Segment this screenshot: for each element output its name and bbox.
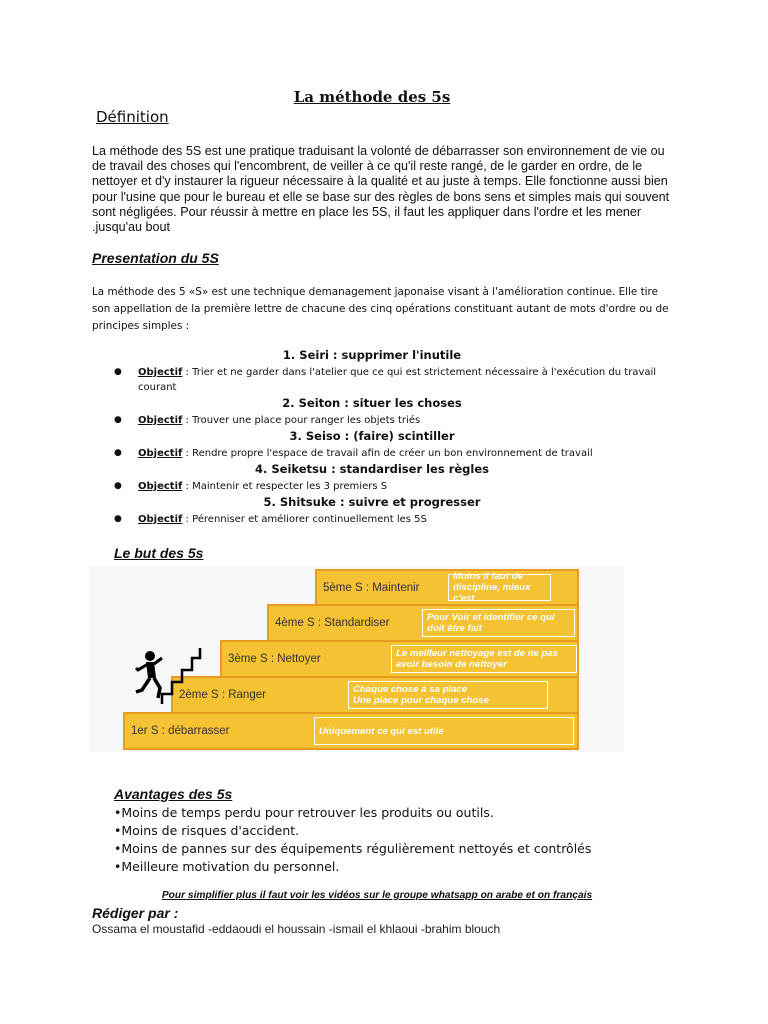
step-title-4: 4. Seiketsu : standardiser les règles (255, 462, 489, 476)
stair-label: 3ème S : Nettoyer (228, 653, 321, 665)
objective-label: Objectif (138, 415, 183, 426)
list-item: •Moins de pannes sur des équipements régulièrement nettoyés et contrôlés (114, 841, 592, 856)
stair-label: 1er S : débarrasser (131, 725, 230, 737)
definition-line: nettoyer et d'y instaurer la rigueur nécessaire à la qualité et au juste à temps. Elle fonctionne aussi bien (92, 174, 668, 189)
stair-note: Pour Voir et identifier ce qui doit être fait (422, 609, 575, 637)
authors-line: Ossama el moustafid -eddaoudi el houssain -ismail el khlaoui -brahim blouch (92, 922, 501, 936)
stair-step-2 (171, 676, 579, 714)
objective-text-cont: courant (138, 382, 177, 393)
definition-heading: Définition (96, 108, 169, 126)
goal-heading: Le but des 5s (114, 545, 204, 561)
step-objective-3 (114, 446, 674, 461)
definition-line: pour l'usine que pour le bureau et elle se base sur des règles de bons sens et simples mais qui souvent (92, 189, 670, 204)
bullet-icon: ● (114, 514, 122, 524)
objective-label: Objectif (138, 367, 183, 378)
objective-text: : Trouver une place pour ranger les objets triés (182, 415, 421, 426)
definition-line: La méthode des 5S est une pratique traduisant la volonté de débarrasser son environnement de vie ou (92, 144, 665, 158)
list-item: •Moins de temps perdu pour retrouver les produits ou outils. (114, 805, 494, 820)
running-man-stairs-icon (132, 646, 204, 708)
stair-label: 4ème S : Standardiser (275, 617, 390, 629)
definition-line: sont négligées. Pour réussir à mettre en place les 5S, il faut les appliquer dans l'ordre et les mener (92, 204, 642, 219)
staircase-diagram (90, 566, 624, 752)
stair-note: Le meilleur nettoyage est de ne pas avoir besoin de nettoyer (391, 645, 577, 673)
presentation-line: son appellation de la première lettre de chacune des cinq opérations constituant autant de mots d'ordre ou de (92, 303, 669, 315)
list-item: •Moins de risques d'accident. (114, 823, 300, 838)
stair-step-1 (123, 712, 579, 750)
stair-label: 5ème S : Maintenir (323, 581, 420, 594)
bullet-icon: ● (114, 448, 122, 458)
step-objective-2 (114, 413, 674, 428)
bullet-icon: ● (114, 481, 122, 491)
advantages-list (114, 804, 591, 876)
stair-note: Chaque chose à sa place Une place pour chaque chose (348, 681, 548, 709)
step-title-1: 1. Seiri : supprimer l'inutile (282, 348, 462, 362)
objective-label: Objectif (138, 514, 183, 525)
objective-label: Objectif (138, 481, 183, 492)
bullet-icon: ● (114, 367, 122, 377)
definition-line: .jusqu'au bout (92, 220, 171, 235)
list-item: •Meilleure motivation du personnel. (114, 859, 340, 874)
objective-text: : Trier et ne garder dans l'atelier que ce qui est strictement nécessaire à l'exécution du travail (182, 367, 657, 378)
step-objective-4 (114, 479, 674, 494)
step-objective-5 (114, 512, 674, 527)
bullet-icon: ● (114, 415, 122, 425)
advantages-heading: Avantages des 5s (114, 786, 233, 802)
objective-text: : Pérenniser et améliorer continuellement les 5S (182, 514, 427, 525)
footer-note: Pour simplifier plus il faut voir les vidéos sur le groupe whatsapp on arabe et on français (161, 890, 593, 901)
objective-label: Objectif (138, 448, 183, 459)
step-title-3: 3. Seiso : (faire) scintiller (289, 429, 455, 443)
page-title: La méthode des 5s (293, 88, 451, 106)
step-title-5: 5. Shitsuke : suivre et progresser (263, 495, 481, 509)
definition-line: de travail des choses qui l'encombrent, de veiller à ce qu'il reste rangé, de le garder en ordre, de le (92, 159, 643, 174)
objective-text: : Maintenir et respecter les 3 premiers S (182, 481, 388, 492)
stair-step-3 (220, 640, 579, 678)
definition-paragraph (92, 144, 682, 235)
objective-text: : Rendre propre l'espace de travail afin de créer un bon environnement de travail (182, 448, 593, 459)
step-objective-1 (114, 365, 674, 395)
presentation-line: La méthode des 5 «S» est une technique demanagement japonaise visant à l'amélioration continue. Elle tire (92, 286, 658, 298)
stair-step-4 (267, 604, 579, 642)
presentation-paragraph (92, 284, 682, 335)
stair-note: Uniquement ce qui est utile (314, 717, 574, 745)
presentation-line: principes simples : (92, 320, 190, 332)
stair-label: 2ème S : Ranger (179, 689, 266, 701)
step-title-2: 2. Seiton : situer les choses (282, 396, 462, 410)
author-heading: Rédiger par : (92, 905, 179, 921)
stair-note: Moins il faut de discipline, mieux c'est (448, 574, 551, 601)
stair-step-5 (315, 569, 579, 606)
presentation-heading: Presentation du 5S (92, 250, 219, 266)
